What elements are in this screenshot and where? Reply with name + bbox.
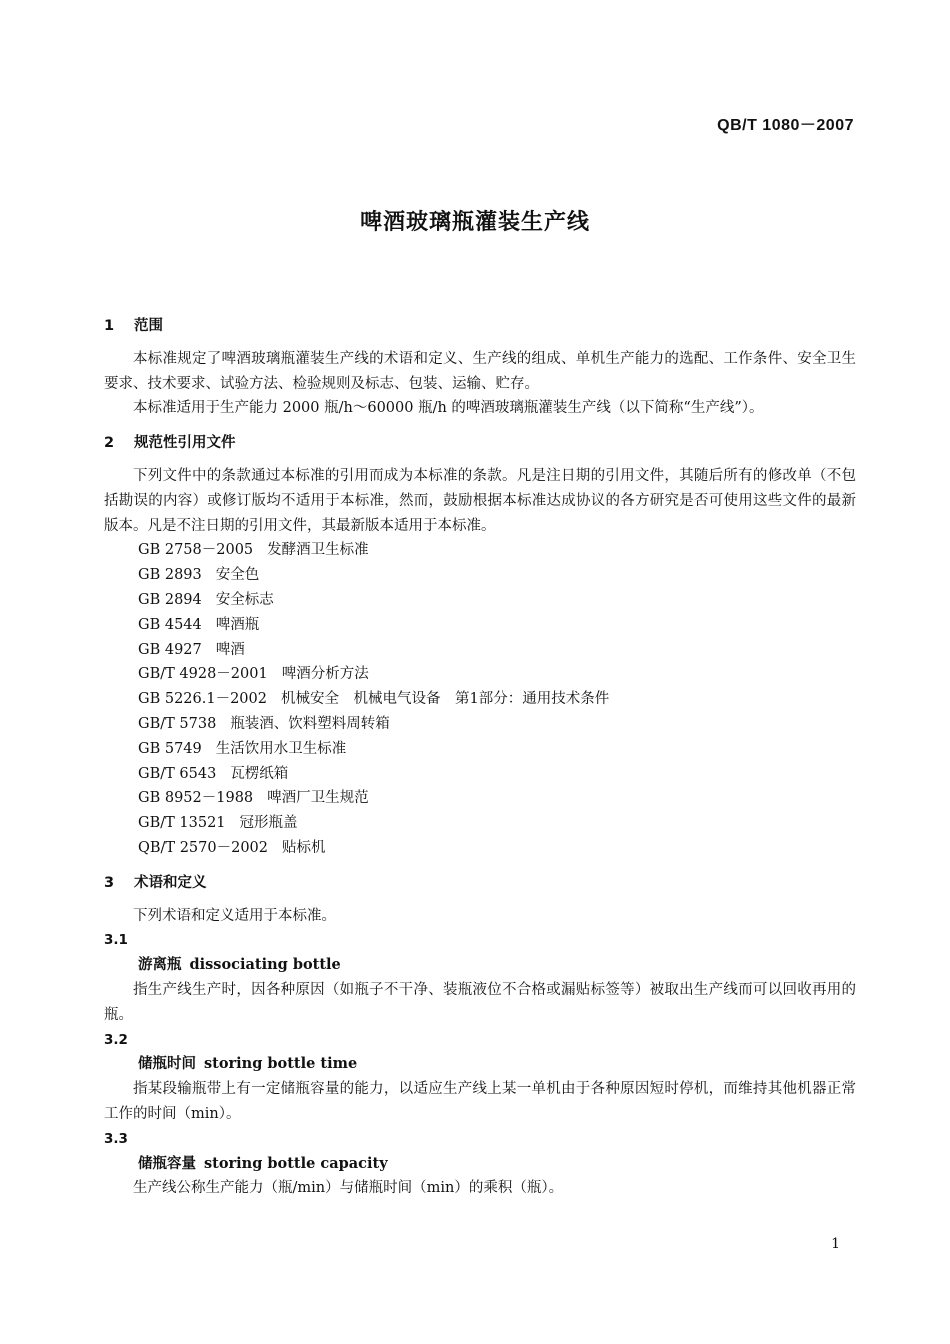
term-number: 3.1 (104, 932, 128, 949)
reference-code: GB 2758－2005 (138, 542, 254, 559)
section-number: 2 (104, 435, 115, 452)
reference-name: 啤酒分析方法 (281, 666, 369, 683)
reference-item (104, 588, 856, 613)
scope-paragraph: 本标准规定了啤酒玻璃瓶灌装生产线的术语和定义、生产线的组成、单机生产能力的选配、工作条件、安全卫生要求、技术要求、试验方法、检验规则及标志、包装、运输、贮存。 (104, 350, 856, 392)
reference-item (104, 811, 856, 836)
reference-item (104, 638, 856, 663)
term-entry (104, 1127, 856, 1201)
term-title (104, 953, 856, 978)
reference-name: 发酵酒卫生标准 (267, 542, 369, 559)
reference-code: GB/T 4928－2001 (138, 666, 268, 683)
reference-code: GB 4544 (138, 616, 202, 633)
term-en: storing bottle time (204, 1055, 358, 1073)
reference-name: 瓶装酒、饮料塑料周转箱 (230, 715, 390, 732)
term-cn: 储瓶时间 (138, 1055, 196, 1073)
reference-item (104, 762, 856, 787)
document-title: 啤酒玻璃瓶灌装生产线 (359, 210, 590, 235)
reference-code: GB 2894 (138, 591, 202, 608)
reference-list (104, 538, 856, 860)
section-heading-references (104, 431, 856, 456)
reference-item (104, 563, 856, 588)
page-number: 1 (831, 1236, 840, 1252)
reference-name: 贴标机 (282, 839, 326, 856)
reference-item (104, 712, 856, 737)
term-cn: 游离瓶 (138, 956, 182, 974)
section-title: 规范性引用文件 (134, 435, 236, 452)
reference-name: 啤酒瓶 (215, 616, 260, 633)
section-title: 范围 (134, 318, 163, 334)
term-number: 3.3 (104, 1130, 128, 1147)
reference-code: QB/T 2570－2002 (138, 839, 269, 856)
reference-code: GB 5226.1－2002 (138, 691, 267, 708)
reference-name: 安全色 (215, 567, 260, 584)
term-definition: 生产线公称生产能力（瓶/min）与储瓶时间（min）的乘积（瓶）。 (133, 1180, 564, 1197)
term-cn: 储瓶容量 (138, 1154, 196, 1172)
reference-name: 啤酒 (215, 641, 245, 658)
reference-code: GB 2893 (138, 567, 202, 584)
term-entry (104, 928, 856, 1027)
section-heading-scope (104, 314, 856, 339)
reference-name: 生活饮用水卫生标准 (215, 740, 347, 757)
reference-code: GB 8952－1988 (138, 790, 254, 807)
reference-code: GB/T 13521 (138, 815, 226, 832)
reference-code: GB/T 6543 (138, 765, 217, 782)
term-title (104, 1052, 856, 1077)
term-entry (104, 1028, 856, 1127)
reference-item (104, 538, 856, 563)
reference-item (104, 786, 856, 811)
reference-name: 安全标志 (215, 591, 274, 608)
document-body (104, 304, 856, 1201)
references-intro: 下列文件中的条款通过本标准的引用而成为本标准的条款。凡是注日期的引用文件，其随后所有的修改单（不包括勘误的内容）或修订版均不适用于本标准，然而，鼓励根据本标准达成协议的各方研究是否可使用这些文件的最新版本。凡是不注日期的引用文件，其最新版本适用于本标准。 (104, 467, 856, 534)
reference-code: GB 5749 (138, 740, 202, 757)
reference-item (104, 836, 856, 861)
term-number: 3.2 (104, 1031, 128, 1048)
term-en: dissociating bottle (189, 956, 341, 974)
term-definition: 指生产线生产时，因各种原因（如瓶子不干净、装瓶液位不合格或漏贴标签等）被取出生产线而可以回收再用的瓶。 (104, 981, 856, 1023)
reference-name: 瓦楞纸箱 (230, 765, 289, 782)
reference-code: GB/T 5738 (138, 715, 217, 732)
term-definition: 指某段输瓶带上有一定储瓶容量的能力，以适应生产线上某一单机由于各种原因短时停机，而维持其他机器正常工作的时间（min）。 (104, 1081, 856, 1122)
terms-intro: 下列术语和定义适用于本标准。 (133, 907, 336, 924)
scope-paragraph: 本标准适用于生产能力 2000 瓶/h～60000 瓶/h 的啤酒玻璃瓶灌装生产线（以下简称“生产线”）。 (133, 400, 764, 417)
reference-item (104, 687, 856, 712)
term-title (104, 1152, 856, 1177)
reference-item (104, 613, 856, 638)
section-heading-terms (104, 871, 856, 896)
reference-item (104, 662, 856, 687)
section-number: 3 (104, 874, 115, 891)
section-number: 1 (104, 318, 115, 334)
reference-name: 机械安全 机械电气设备 第1部分：通用技术条件 (281, 691, 610, 708)
reference-item (104, 737, 856, 762)
standard-code: QB/T 1080－2007 (717, 117, 854, 134)
reference-name: 冠形瓶盖 (239, 815, 298, 832)
term-en: storing bottle capacity (204, 1154, 388, 1172)
reference-code: GB 4927 (138, 641, 202, 658)
reference-name: 啤酒厂卫生规范 (267, 790, 369, 807)
section-title: 术语和定义 (134, 874, 207, 891)
